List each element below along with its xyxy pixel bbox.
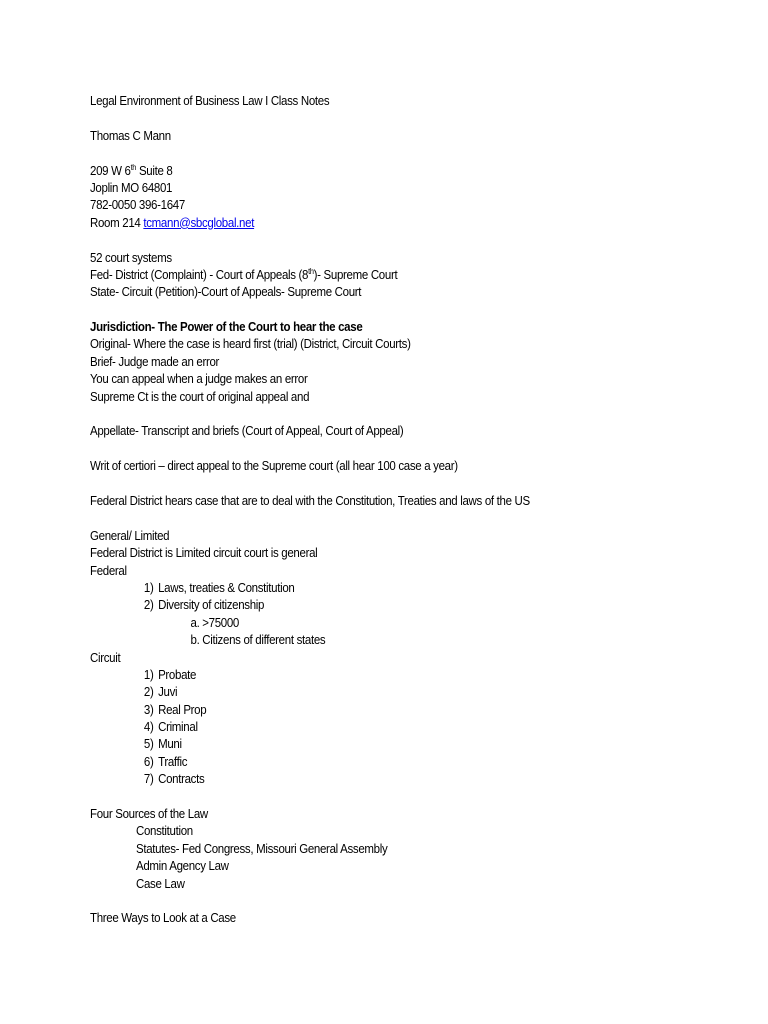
jurisdiction-appeal: You can appeal when a judge makes an error (90, 372, 308, 387)
address-street (90, 163, 679, 180)
fed-court-text: Fed- District (Complaint) - Court of Appeals (8 (90, 267, 309, 282)
list-item (90, 719, 679, 736)
list-text: Contracts (158, 772, 205, 787)
list-item (90, 580, 679, 597)
list-text: Diversity of citizenship (158, 598, 265, 613)
address-street-number: 209 W 6 (90, 163, 131, 178)
circuit-label: Circuit (90, 650, 121, 665)
sources-heading: Four Sources of the Law (90, 807, 208, 822)
document-title: Legal Environment of Business Law I Class Notes (90, 94, 330, 108)
document-body (90, 93, 679, 928)
address-street-suite: Suite 8 (136, 163, 173, 178)
source-item: Statutes- Fed Congress, Missouri General Assembly (136, 841, 388, 856)
list-number: 1) (143, 580, 154, 595)
list-item (90, 684, 679, 701)
fed-court-line (90, 267, 679, 284)
federal-label: Federal (90, 563, 127, 578)
address-room-email (90, 215, 679, 232)
list-item (90, 597, 679, 614)
list-number: 1) (143, 667, 154, 682)
jurisdiction-supreme: Supreme Ct is the court of original appeal and (90, 389, 310, 404)
jurisdiction-original: Original- Where the case is heard first (trial) (District, Circuit Courts) (90, 337, 411, 352)
list-number: 2) (143, 685, 154, 700)
list-number: a. (190, 615, 200, 630)
list-text: Juvi (158, 685, 178, 700)
list-text: Muni (158, 737, 182, 752)
jurisdiction-heading: Jurisdiction- The Power of the Court to hear the case (90, 320, 363, 335)
list-item (90, 702, 679, 719)
list-text: Citizens of different states (202, 633, 326, 648)
list-item (90, 754, 679, 771)
fed-court-sup: th (308, 266, 314, 276)
list-text: >75000 (202, 615, 240, 630)
jurisdiction-brief: Brief- Judge made an error (90, 354, 220, 369)
address-phone: 782-0050 396-1647 (90, 198, 185, 213)
list-item (90, 771, 679, 788)
list-text: Real Prop (158, 702, 207, 717)
general-limited-statement: Federal District is Limited circuit court is general (90, 546, 318, 561)
list-item (90, 736, 679, 753)
list-text: Criminal (158, 720, 198, 735)
general-limited-heading: General/ Limited (90, 528, 170, 543)
address-city: Joplin MO 64801 (90, 180, 173, 195)
list-number: 3) (143, 702, 154, 717)
list-number: 7) (143, 772, 154, 787)
author-name: Thomas C Mann (90, 128, 171, 143)
court-systems-count: 52 court systems (90, 250, 172, 265)
source-item: Case Law (136, 876, 185, 891)
source-item: Admin Agency Law (136, 859, 229, 874)
list-number: 6) (143, 754, 154, 769)
writ-line: Writ of certiori – direct appeal to the Supreme court (all hear 100 case a year) (90, 459, 458, 474)
email-link[interactable]: tcmann@sbcglobal.net (143, 215, 255, 230)
list-number: 2) (143, 598, 154, 613)
appellate-line: Appellate- Transcript and briefs (Court of Appeal, Court of Appeal) (90, 424, 404, 439)
list-number: b. (190, 633, 200, 648)
list-item (90, 615, 679, 632)
list-item (90, 632, 679, 649)
list-number: 5) (143, 737, 154, 752)
fed-court-text-end: )- Supreme Court (313, 267, 398, 282)
list-text: Probate (158, 667, 197, 682)
three-ways-heading: Three Ways to Look at a Case (90, 911, 236, 926)
list-text: Laws, treaties & Constitution (158, 580, 295, 595)
federal-district-line: Federal District hears case that are to deal with the Constitution, Treaties and laws of the US (90, 493, 530, 508)
state-court-line: State- Circuit (Petition)-Court of Appeals- Supreme Court (90, 285, 362, 300)
address-room: Room 214 (90, 215, 144, 230)
address-street-suffix: th (130, 162, 137, 172)
list-text: Traffic (158, 754, 188, 769)
list-number: 4) (143, 720, 154, 735)
source-item: Constitution (136, 824, 193, 839)
list-item (90, 667, 679, 684)
